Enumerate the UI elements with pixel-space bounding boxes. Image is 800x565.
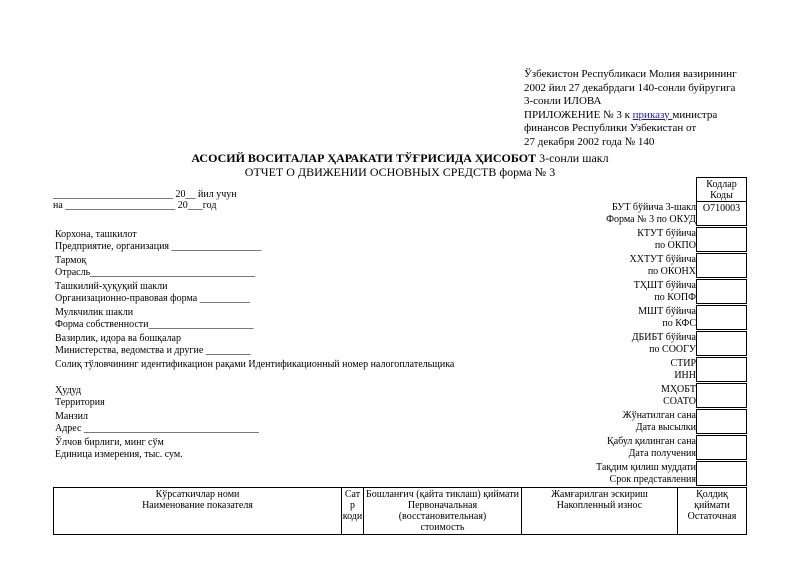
- field-ministry[interactable]: [55, 333, 251, 357]
- header-line-4-pre: ПРИЛОЖЕНИЕ № 3 к: [524, 108, 633, 121]
- code-label-inn-ru: ИНН: [674, 370, 696, 381]
- code-label-received-date-ru: Дата получения: [628, 448, 696, 459]
- header-line-6: 27 декабря 2002 года № 140: [524, 135, 655, 148]
- code-label-okpo-ru: по ОКПО: [654, 240, 696, 251]
- table-header-row: [54, 488, 747, 535]
- code-label-kfs-ru: по КФС: [662, 318, 696, 329]
- code-box-inn[interactable]: [696, 357, 747, 382]
- code-label-kopf: [634, 280, 696, 304]
- col-residual-value: [678, 488, 747, 535]
- field-unit: [55, 437, 183, 461]
- col-initial-cost-ru: Первоначальная (восстановительная): [398, 500, 487, 522]
- field-address-ru: Адрес ___________________________________: [55, 423, 259, 434]
- col-indicator-name-ru: Наименование показателя: [142, 500, 253, 511]
- col-depreciation: [522, 488, 678, 535]
- code-label-soato: [661, 384, 696, 408]
- col-row-code-line3: коди: [342, 511, 363, 522]
- code-label-received-date-uz: Қабул қилинган сана: [607, 436, 696, 447]
- field-taxpayer-id-label: Солиқ тўловчининг идентификацион рақами Идентификационный номер налогоплательщика: [55, 359, 455, 370]
- code-label-okud: [606, 202, 696, 226]
- code-label-okpo-uz: КТУТ бўйича: [637, 228, 696, 239]
- field-branch-uz: Тармоқ: [55, 255, 87, 266]
- field-ownership-uz: Мулкчилик шакли: [55, 307, 134, 318]
- code-label-sent-date-ru: Дата высылки: [635, 422, 696, 433]
- code-label-soogu: [632, 332, 696, 356]
- code-box-received-date[interactable]: [696, 435, 747, 460]
- field-legal-form-ru: Организационно-правовая форма __________: [55, 293, 250, 304]
- col-depreciation-uz: Жамғарилган эскириш: [551, 489, 648, 500]
- col-residual-value-extra: Остаточная: [687, 511, 737, 522]
- codes-header: [696, 177, 747, 202]
- header-line-4: [524, 109, 737, 123]
- code-label-soato-uz: МҲОБТ: [660, 384, 696, 395]
- code-box-okpo[interactable]: [696, 227, 747, 252]
- field-address[interactable]: [55, 411, 259, 435]
- field-territory-uz: Ҳудуд: [55, 385, 82, 396]
- code-box-okonh[interactable]: [696, 253, 747, 278]
- report-title-uz: [0, 151, 800, 166]
- col-initial-cost-extra: стоимость: [420, 522, 465, 533]
- field-legal-form[interactable]: [55, 281, 250, 305]
- field-branch-ru: Отрасль_________________________________: [55, 267, 256, 278]
- code-label-received-date: [607, 436, 696, 460]
- col-indicator-name-uz: Кўрсаткичлар номи: [155, 489, 240, 500]
- code-label-kopf-uz: ТҲШТ бўйича: [633, 280, 696, 291]
- field-ownership-ru: Форма собственности_____________________: [55, 319, 254, 330]
- code-label-inn-uz: СТИР: [670, 358, 696, 369]
- col-residual-value-ru: қиймати: [694, 500, 730, 511]
- code-label-sent-date-uz: Жўнатилган сана: [622, 410, 696, 421]
- order-header: [524, 68, 737, 149]
- header-line-3: 3-сонли ИЛОВА: [524, 95, 602, 107]
- code-box-soato[interactable]: [696, 383, 747, 408]
- field-enterprise-uz: Корхона, ташкилот: [55, 229, 137, 240]
- code-box-okud[interactable]: О710003: [696, 201, 747, 226]
- header-line-2: 2002 йил 27 декабрдаги 140-сонли буйругига: [524, 81, 736, 94]
- codes-header-uz: Кодлар: [706, 179, 737, 190]
- col-row-code-line1: Сат: [344, 489, 361, 500]
- code-label-soogu-uz: ДБИБТ бўйича: [631, 332, 696, 343]
- code-box-deadline[interactable]: [696, 461, 747, 486]
- report-table: [53, 487, 747, 535]
- code-label-okonh-uz: ХХТУТ бўйича: [629, 254, 696, 265]
- field-address-uz: Манзил: [55, 411, 88, 422]
- col-row-code: [342, 488, 364, 535]
- field-unit-uz: Ўлчов бирлиги, минг сўм: [55, 437, 164, 448]
- code-label-kfs: [638, 306, 696, 330]
- header-line-4-post: министра: [672, 108, 718, 121]
- col-residual-value-uz: Қолдиқ: [696, 489, 728, 500]
- order-link[interactable]: приказу: [632, 108, 673, 121]
- code-label-deadline: [596, 462, 696, 486]
- report-title-uz-rest: 3-сонли шакл: [536, 151, 609, 165]
- col-initial-cost: [364, 488, 522, 535]
- code-box-kfs[interactable]: [696, 305, 747, 330]
- codes-header-ru: Коды: [710, 190, 733, 201]
- code-label-inn: [670, 358, 696, 382]
- field-taxpayer-id[interactable]: [55, 359, 454, 371]
- field-territory[interactable]: [55, 385, 105, 409]
- code-label-kfs-uz: МШТ бўйича: [638, 306, 696, 317]
- code-label-okonh-ru: по ОКОНХ: [647, 266, 696, 277]
- col-depreciation-ru: Накопленный износ: [556, 500, 643, 511]
- field-ministry-ru: Министерства, ведомства и другие _________: [55, 345, 251, 356]
- code-box-soogu[interactable]: [696, 331, 747, 356]
- field-enterprise[interactable]: [55, 229, 262, 253]
- field-ownership[interactable]: [55, 307, 254, 331]
- code-box-sent-date[interactable]: [696, 409, 747, 434]
- code-label-sent-date: [623, 410, 696, 434]
- code-label-okonh: [630, 254, 697, 278]
- report-title-uz-bold: АСОСИЙ ВОСИТАЛАР ҲАРАКАТИ ТЎҒРИСИДА ҲИСОБОТ: [191, 151, 537, 165]
- code-box-kopf[interactable]: [696, 279, 747, 304]
- header-line-1: Ўзбекистон Республикаси Молия вазирининг: [524, 68, 737, 80]
- code-label-okud-uz: БУТ бўйича 3-шакл: [611, 202, 696, 213]
- field-territory-ru: Территория: [55, 397, 105, 408]
- code-label-soato-ru: СОАТО: [663, 396, 696, 407]
- code-label-deadline-uz: Тақдим қилиш муддати: [596, 462, 696, 473]
- code-label-soogu-ru: по СООГУ: [649, 344, 696, 355]
- field-enterprise-ru: Предприятие, организация __________________: [55, 241, 262, 252]
- field-ministry-uz: Вазирлик, идора ва бошқалар: [55, 333, 181, 344]
- header-line-5: финансов Республики Узбекистан от: [524, 122, 697, 134]
- field-unit-ru: Единица измерения, тыс. сум.: [55, 449, 183, 460]
- period-uz[interactable]: ________________________ 20__ йил учун: [53, 189, 237, 200]
- code-label-okud-ru: Форма № 3 по ОКУД: [606, 214, 696, 225]
- code-label-kopf-ru: по КОПФ: [654, 292, 696, 303]
- col-initial-cost-uz: Бошланғич (қайта тиклаш) қиймати: [366, 489, 519, 500]
- field-branch[interactable]: [55, 255, 255, 279]
- report-title-ru: ОТЧЕТ О ДВИЖЕНИИ ОСНОВНЫХ СРЕДСТВ форма № 3: [244, 165, 556, 179]
- col-row-code-line2: р: [350, 500, 355, 511]
- col-indicator-name: [54, 488, 342, 535]
- code-label-deadline-ru: Срок представления: [609, 474, 696, 485]
- period-ru[interactable]: на ______________________ 20___год: [53, 200, 217, 211]
- field-legal-form-uz: Ташкилий-ҳуқуқий шакли: [55, 281, 168, 292]
- code-label-okpo: [637, 228, 696, 252]
